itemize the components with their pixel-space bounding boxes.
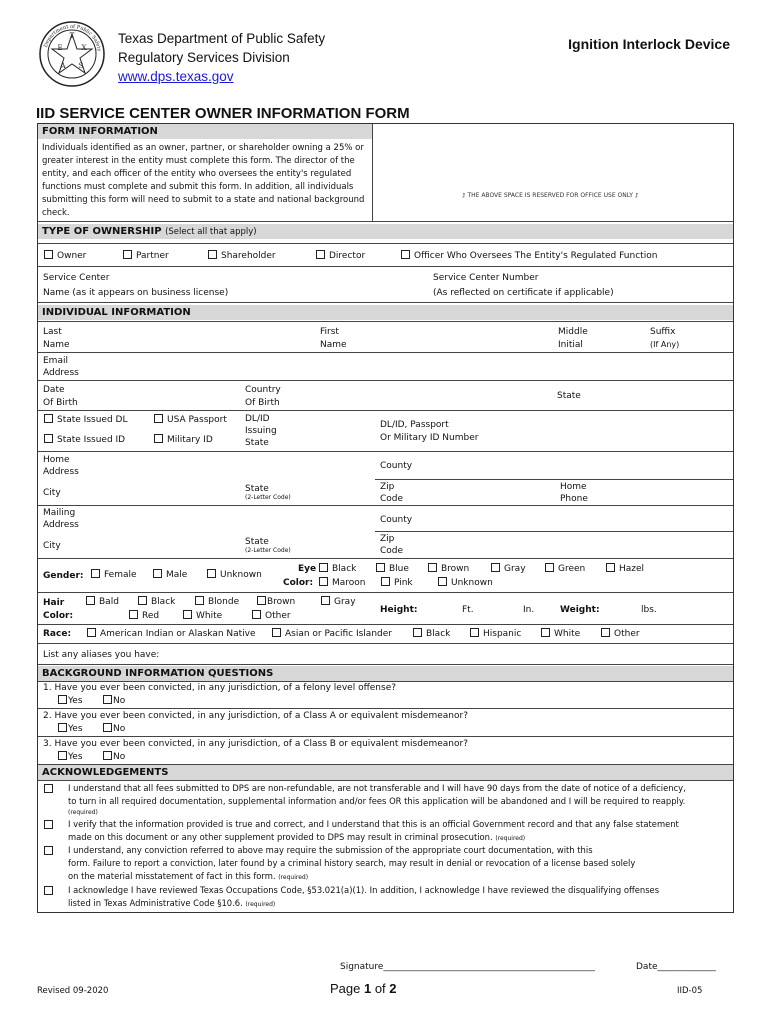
home-address-label: Home (43, 455, 70, 465)
signature-line[interactable]: Signature_______________________________________________ (340, 962, 595, 972)
form-info-text: Individuals identified as an owner, partner, or shareholder owning a 25% or greater interest in the entity must complete this form. The director of the entity, and each officer of the entity who oversees the entity's regulated functions must complete and submit this form. In addition, all individuals submitting this form will need to submit to a state and national background check. (42, 143, 365, 218)
military-id-checkbox[interactable] (154, 434, 163, 443)
q2-yes[interactable] (58, 723, 83, 735)
date-line[interactable]: Date_____________ (636, 962, 717, 972)
hair-gray[interactable] (321, 596, 356, 608)
country-of-birth-label-2: Of Birth (245, 398, 280, 408)
eye-unknown-checkbox[interactable] (438, 577, 447, 586)
state-id-option[interactable] (44, 434, 125, 446)
shareholder-option[interactable] (208, 250, 276, 262)
gender-male[interactable] (153, 569, 187, 581)
state-dl-label: State Issued DL (57, 415, 128, 425)
dl-issuing-label-3: State (245, 438, 269, 448)
hair-bald-checkbox[interactable] (86, 596, 95, 605)
first-name-label-2: Name (320, 340, 347, 350)
director-option[interactable] (316, 250, 365, 262)
ack-2-required: (required) (495, 835, 526, 842)
ack-3-line-3 (68, 870, 308, 884)
race-black-checkbox[interactable] (413, 628, 422, 637)
ack-4-required: (required) (245, 901, 276, 908)
mailing-state-note: (2-Letter Code) (245, 547, 291, 554)
mailing-county-label: County (380, 515, 413, 525)
page-of: of (371, 981, 390, 996)
state-dl-option[interactable] (44, 414, 127, 426)
race-other-label: Other (614, 629, 640, 639)
partner-label: Partner (136, 251, 169, 261)
form-title: IID SERVICE CENTER OWNER INFORMATION FORM (36, 105, 410, 122)
hair-label-2: Color: (43, 611, 74, 621)
section-individual-label: INDIVIDUAL INFORMATION (42, 307, 191, 318)
mailing-address-label: Mailing (43, 508, 76, 518)
hair-black[interactable] (138, 596, 175, 608)
eye-black[interactable] (319, 563, 356, 575)
section-ownership-label: TYPE OF OWNERSHIP (42, 226, 162, 237)
ack-1-checkbox[interactable] (44, 784, 53, 793)
race-other[interactable] (601, 628, 640, 640)
svg-text:E: E (57, 44, 63, 52)
us-passport-checkbox[interactable] (154, 414, 163, 423)
ack-4-line-2 (68, 897, 275, 911)
dl-issuing-label-2: Issuing (245, 426, 277, 436)
eye-label-2: Color: (283, 578, 314, 588)
race-american-indian[interactable] (87, 628, 256, 640)
partner-option[interactable] (123, 250, 169, 262)
hair-label: Hair (43, 598, 65, 608)
page-total: 2 (389, 981, 397, 996)
eye-gray[interactable] (491, 563, 526, 575)
gender-unknown-checkbox[interactable] (207, 569, 216, 578)
home-phone-label-2: Phone (560, 494, 588, 504)
q2-yes-checkbox[interactable] (58, 723, 67, 732)
race-label: Race: (43, 629, 72, 639)
eye-label: Eye (298, 564, 317, 574)
q2-no-checkbox[interactable] (103, 723, 112, 732)
hair-bald-label: Bald (99, 597, 119, 607)
q1-no[interactable] (103, 695, 125, 707)
first-name-label: First (320, 327, 339, 337)
q2-yes-label: Yes (68, 724, 83, 734)
page-current: 1 (363, 981, 372, 996)
officer-checkbox[interactable] (401, 250, 410, 259)
home-address-label-2: Address (43, 467, 79, 477)
race-american-indian-checkbox[interactable] (87, 628, 96, 637)
military-id-label: Military ID (167, 435, 213, 445)
hair-brown-checkbox[interactable] (257, 596, 266, 605)
dob-label-2: Of Birth (43, 398, 78, 408)
section-acknowledgements-label: ACKNOWLEDGEMENTS (42, 767, 169, 778)
race-asian-checkbox[interactable] (272, 628, 281, 637)
us-passport-option[interactable] (154, 414, 227, 426)
eye-blue-checkbox[interactable] (376, 563, 385, 572)
arrow-up-icon: ⮥ (632, 192, 639, 199)
svg-text:X: X (81, 44, 87, 52)
middle-initial-label-2: Initial (558, 340, 583, 350)
svg-text:S: S (78, 62, 84, 70)
mailing-zip-label: Zip (380, 534, 395, 544)
mailing-state-label: State (245, 537, 269, 547)
state-id-checkbox[interactable] (44, 434, 53, 443)
ack-1-required: (required) (68, 809, 98, 816)
hair-black-checkbox[interactable] (138, 596, 147, 605)
question-1: 1. Have you ever been convicted, in any jurisdiction, of a felony level offense? (43, 683, 397, 693)
q3-yes-checkbox[interactable] (58, 751, 67, 760)
question-3: 3. Have you ever been convicted, in any jurisdiction, of a Class B or equivalent misdemeanor? (43, 739, 468, 749)
page-number (330, 981, 397, 996)
birth-state-label: State (557, 391, 581, 401)
service-center-label: Service Center (43, 273, 110, 283)
hair-gray-checkbox[interactable] (321, 596, 330, 605)
eye-brown[interactable] (428, 563, 469, 575)
page-prefix: Page (330, 981, 364, 996)
home-phone-label: Home (560, 482, 587, 492)
hair-gray-label: Gray (334, 597, 356, 607)
hair-other-checkbox[interactable] (252, 610, 261, 619)
q2-no[interactable] (103, 723, 125, 735)
hair-white-checkbox[interactable] (183, 610, 192, 619)
director-checkbox[interactable] (316, 250, 325, 259)
eye-blue-label: Blue (389, 564, 409, 574)
mailing-address-label-2: Address (43, 520, 79, 530)
mailing-zip-label-2: Code (380, 546, 404, 556)
eye-unknown-label: Unknown (451, 578, 493, 588)
male-label: Male (166, 570, 188, 580)
eye-blue[interactable] (376, 563, 409, 575)
race-black-label: Black (426, 629, 451, 639)
race-american-indian-label: American Indian or Alaskan Native (100, 629, 256, 639)
weight-lbs-label: lbs. (641, 605, 657, 615)
home-state-note: (2-Letter Code) (245, 494, 291, 501)
suffix-note: (If Any) (650, 340, 680, 349)
office-box-divider (372, 124, 373, 221)
ack-2-line-1: I verify that the information provided is true and correct, and I understand that this is an official Government record and that any false statement (68, 819, 679, 829)
officer-label: Officer Who Oversees The Entity's Regulated Function (414, 251, 658, 261)
eye-maroon[interactable] (319, 577, 366, 589)
section-ownership (38, 224, 733, 239)
us-passport-label: USA Passport (167, 415, 227, 425)
hair-bald[interactable] (86, 596, 119, 608)
hair-white-label: White (196, 611, 223, 621)
ack-2-line-2-text: made on this document or any other supplement provided to DPS may result in criminal prosecution. (68, 832, 493, 842)
form-id: IID-05 (677, 986, 703, 996)
division-name: Regulatory Services Division (118, 50, 290, 65)
id-number-label-2: Or Military ID Number (380, 433, 479, 443)
aliases-label: List any aliases you have: (43, 650, 160, 660)
ack-3-line-1: I understand, any conviction referred to above may require the submission of the appropriate court documentation, with this (68, 845, 593, 855)
svg-text:A: A (60, 62, 66, 70)
middle-initial-label: Middle (558, 327, 588, 337)
service-center-number-label: Service Center Number (433, 273, 539, 283)
country-of-birth-label: Country (245, 385, 281, 395)
section-acknowledgements (38, 765, 733, 780)
section-individual (38, 305, 733, 320)
eye-hazel-checkbox[interactable] (606, 563, 615, 572)
last-name-label-2: Name (43, 340, 70, 350)
ack-1-line-1: I understand that all fees submitted to DPS are non-refundable, are not transferable and I will have 90 days from the date of notice of a deficiency, (68, 783, 686, 793)
ack-3-line-3-text: on the material misstatement of fact in this form. (68, 871, 276, 881)
ack-4-line-2-text: listed in Texas Administrative Code §10.6. (68, 898, 243, 908)
ownership-subheading: (Select all that apply) (165, 227, 257, 237)
race-other-checkbox[interactable] (601, 628, 610, 637)
hair-blonde-label: Blonde (208, 597, 240, 607)
race-white-checkbox[interactable] (541, 628, 550, 637)
ack-4-checkbox[interactable] (44, 886, 53, 895)
q3-yes[interactable] (58, 751, 83, 763)
q3-yes-label: Yes (68, 752, 83, 762)
owner-option[interactable] (44, 250, 86, 262)
eye-gray-checkbox[interactable] (491, 563, 500, 572)
home-city-label: City (43, 488, 61, 498)
officer-option[interactable] (401, 250, 657, 262)
director-label: Director (329, 251, 366, 261)
race-hispanic-label: Hispanic (483, 629, 522, 639)
eye-unknown[interactable] (438, 577, 493, 589)
hair-other[interactable] (252, 610, 291, 622)
program-title: Ignition Interlock Device (568, 36, 730, 52)
race-hispanic[interactable] (470, 628, 521, 640)
state-id-label: State Issued ID (57, 435, 126, 445)
q1-yes-checkbox[interactable] (58, 695, 67, 704)
ack-4-line-1: I acknowledge I have reviewed Texas Occupations Code, §53.021(a)(1). In addition, I acknowledge I have reviewed the disqualifying offenses (68, 885, 660, 895)
shareholder-label: Shareholder (221, 251, 276, 261)
service-center-name-label: Name (as it appears on business license) (43, 288, 229, 298)
eye-black-label: Black (332, 564, 357, 574)
home-state-label: State (245, 484, 269, 494)
ack-3-required: (required) (278, 874, 309, 881)
hair-red[interactable] (129, 610, 159, 622)
gender-unknown[interactable] (207, 569, 262, 581)
eye-brown-label: Brown (441, 564, 470, 574)
hair-brown-label: Brown (267, 597, 296, 607)
gender-label: Gender: (43, 571, 84, 581)
eye-brown-checkbox[interactable] (428, 563, 437, 572)
eye-green[interactable] (545, 563, 585, 575)
hair-other-label: Other (265, 611, 291, 621)
race-asian[interactable] (272, 628, 392, 640)
q3-no[interactable] (103, 751, 125, 763)
arrow-up-icon: ⮥ (462, 192, 468, 199)
agency-name: Texas Department of Public Safety (118, 31, 326, 46)
eye-pink-label: Pink (394, 578, 413, 588)
eye-maroon-checkbox[interactable] (319, 577, 328, 586)
email-label: Email (43, 356, 68, 366)
shareholder-checkbox[interactable] (208, 250, 217, 259)
dps-seal-logo (38, 20, 106, 88)
section-form-info-label: FORM INFORMATION (42, 126, 158, 137)
height-ft-label: Ft. (462, 605, 474, 615)
mailing-city-label: City (43, 541, 61, 551)
eye-black-checkbox[interactable] (319, 563, 328, 572)
question-2: 2. Have you ever been convicted, in any jurisdiction, of a Class A or equivalent misdemeanor? (43, 711, 468, 721)
ack-3-checkbox[interactable] (44, 846, 53, 855)
female-label: Female (104, 570, 137, 580)
eye-hazel-label: Hazel (619, 564, 645, 574)
race-asian-label: Asian or Pacific Islander (285, 629, 392, 639)
state-dl-checkbox[interactable] (44, 414, 53, 423)
race-white-label: White (554, 629, 581, 639)
hair-red-checkbox[interactable] (129, 610, 138, 619)
section-form-info (38, 124, 372, 139)
eye-pink[interactable] (381, 577, 413, 589)
q1-yes-label: Yes (68, 696, 83, 706)
ack-2-line-2 (68, 831, 525, 845)
male-checkbox[interactable] (153, 569, 162, 578)
height-in-label: In. (523, 605, 535, 615)
office-use-note (462, 192, 638, 200)
hair-blonde[interactable] (195, 596, 239, 608)
svg-text:T: T (69, 32, 75, 40)
race-hispanic-checkbox[interactable] (470, 628, 479, 637)
military-id-option[interactable] (154, 434, 213, 446)
q1-no-checkbox[interactable] (103, 695, 112, 704)
owner-label: Owner (57, 251, 87, 261)
ack-3-line-2: form. Failure to report a conviction, later found by a criminal history search, may result in denial or revocation of a license based solely (68, 858, 636, 868)
partner-checkbox[interactable] (123, 250, 132, 259)
q1-yes[interactable] (58, 695, 83, 707)
weight-label: Weight: (560, 605, 600, 615)
q3-no-checkbox[interactable] (103, 751, 112, 760)
last-name-label: Last (43, 327, 62, 337)
svg-text:Department of Public Safety: Department of Public Safety (42, 23, 102, 52)
eye-maroon-label: Maroon (332, 578, 366, 588)
q3-no-label: No (113, 752, 126, 762)
height-label: Height: (380, 605, 418, 615)
home-zip-label-2: Code (380, 494, 404, 504)
eye-gray-label: Gray (504, 564, 526, 574)
race-black[interactable] (413, 628, 450, 640)
hair-blonde-checkbox[interactable] (195, 596, 204, 605)
dl-issuing-label: DL/ID (245, 414, 270, 424)
gender-female[interactable] (91, 569, 137, 581)
email-label-2: Address (43, 368, 79, 378)
home-county-label: County (380, 461, 413, 471)
home-zip-label: Zip (380, 482, 395, 492)
office-use-label: THE ABOVE SPACE IS RESERVED FOR OFFICE USE ONLY (467, 192, 633, 199)
dob-label: Date (43, 385, 65, 395)
race-white[interactable] (541, 628, 580, 640)
owner-checkbox[interactable] (44, 250, 53, 259)
gender-unknown-label: Unknown (220, 570, 262, 580)
hair-black-label: Black (151, 597, 176, 607)
hair-white[interactable] (183, 610, 222, 622)
revised-date: Revised 09-2020 (37, 986, 109, 996)
hair-brown[interactable] (257, 596, 295, 608)
hair-red-label: Red (142, 611, 160, 621)
section-background (38, 666, 733, 681)
eye-pink-checkbox[interactable] (381, 577, 390, 586)
eye-hazel[interactable] (606, 563, 644, 575)
eye-green-checkbox[interactable] (545, 563, 554, 572)
section-background-label: BACKGROUND INFORMATION QUESTIONS (42, 668, 274, 679)
eye-green-label: Green (558, 564, 586, 574)
website-link[interactable]: www.dps.texas.gov (118, 69, 234, 84)
ack-2-checkbox[interactable] (44, 820, 53, 829)
female-checkbox[interactable] (91, 569, 100, 578)
service-center-number-note: (As reflected on certificate if applicable) (433, 288, 614, 298)
id-number-label: DL/ID, Passport (380, 420, 449, 430)
ack-1-line-2: to turn in all required documentation, supplemental information and/or fees OR this application will be abandoned and I will be required to reapply. (68, 796, 686, 806)
suffix-label: Suffix (650, 327, 676, 337)
q1-no-label: No (113, 696, 126, 706)
q2-no-label: No (113, 724, 126, 734)
